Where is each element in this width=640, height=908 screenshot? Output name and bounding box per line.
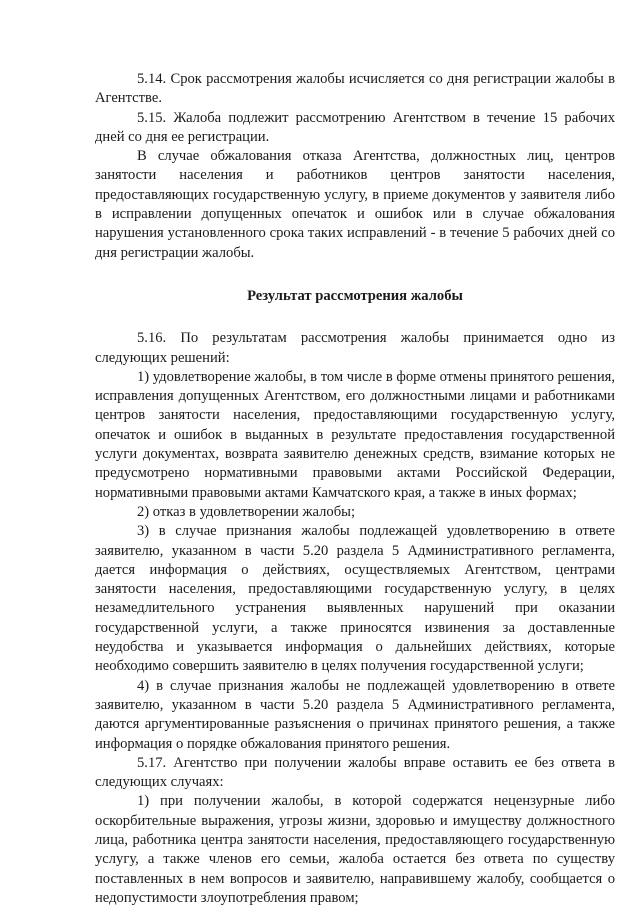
paragraph-5-17-item-1: 1) при получении жалобы, в которой содержатся нецензурные либо оскорбительные выражения, угрозы жизни, здоровью и имуществу должностного лица, работника центра занятости населения, предоставляющего государственную услугу, а также членов его семьи, жалоба остается без ответа по существу поставленных в нем вопросов и заявителю, направившему жалобу, сообщается о недопустимости злоупотребления правом; <box>95 793 615 906</box>
paragraph-5-16-item-4: 4) в случае признания жалобы не подлежащей удовлетворению в ответе заявителю, указанном в части 5.20 раздела 5 Административного регламента, даются аргументированные разъяснения о причинах принятого решения, а также информация о порядке обжалования принятого решения. <box>95 677 615 752</box>
paragraph-5-15-refusal: В случае обжалования отказа Агентства, должностных лиц, центров занятости населения и работников центров занятости населения, предоставляющих государственную услугу, в приеме документов у заявителя либо в исправлении допущенных опечаток и ошибок или в случае обжалования нарушения установленного срока таких исправлений - в течение 5 рабочих дней со дня регистрации жалобы. <box>95 148 615 261</box>
paragraph-5-14: 5.14. Срок рассмотрения жалобы исчисляется со дня регистрации жалобы в Агентстве. <box>95 71 615 107</box>
paragraph-5-16-item-3: 3) в случае признания жалобы подлежащей удовлетворению в ответе заявителю, указанном в части 5.20 раздела 5 Административного регламента, дается информация о действиях, осуществляемых Агентством, центрами занятости населения, предоставляющими государственную услугу, в целях незамедлительного устранения выявленных нарушений при оказании государственной услуги, а также приносятся извинения за доставленные неудобства и указывается информация о дальнейших действиях, которые необходимо совершить заявителю в целях получения государственной услуги; <box>95 523 615 675</box>
paragraph-5-16: 5.16. По результатам рассмотрения жалобы принимается одно из следующих решений: <box>95 330 615 366</box>
paragraph-5-17: 5.17. Агентство при получении жалобы вправе оставить ее без ответа в следующих случаях: <box>95 754 615 791</box>
section-heading: Результат рассмотрения жалобы <box>247 287 463 304</box>
paragraph-5-16-item-2: 2) отказ в удовлетворении жалобы; <box>137 503 356 520</box>
document-page <box>95 70 615 908</box>
paragraph-5-15: 5.15. Жалоба подлежит рассмотрению Агентством в течение 15 рабочих дней со дня ее регистрации. <box>95 109 615 145</box>
paragraph-5-16-item-1: 1) удовлетворение жалобы, в том числе в форме отмены принятого решения, исправления допущенных Агентством, его должностными лицами и работниками центров занятости населения, предоставляющими государственную услугу, опечаток и ошибок в выданных в результате предоставления государственной услуги документах, возврата заявителю денежных средств, взимание которых не предусмотрено нормативными правовыми актами Российской Федерации, нормативными правовыми актами Камчатского края, а также в иных формах; <box>95 368 615 501</box>
